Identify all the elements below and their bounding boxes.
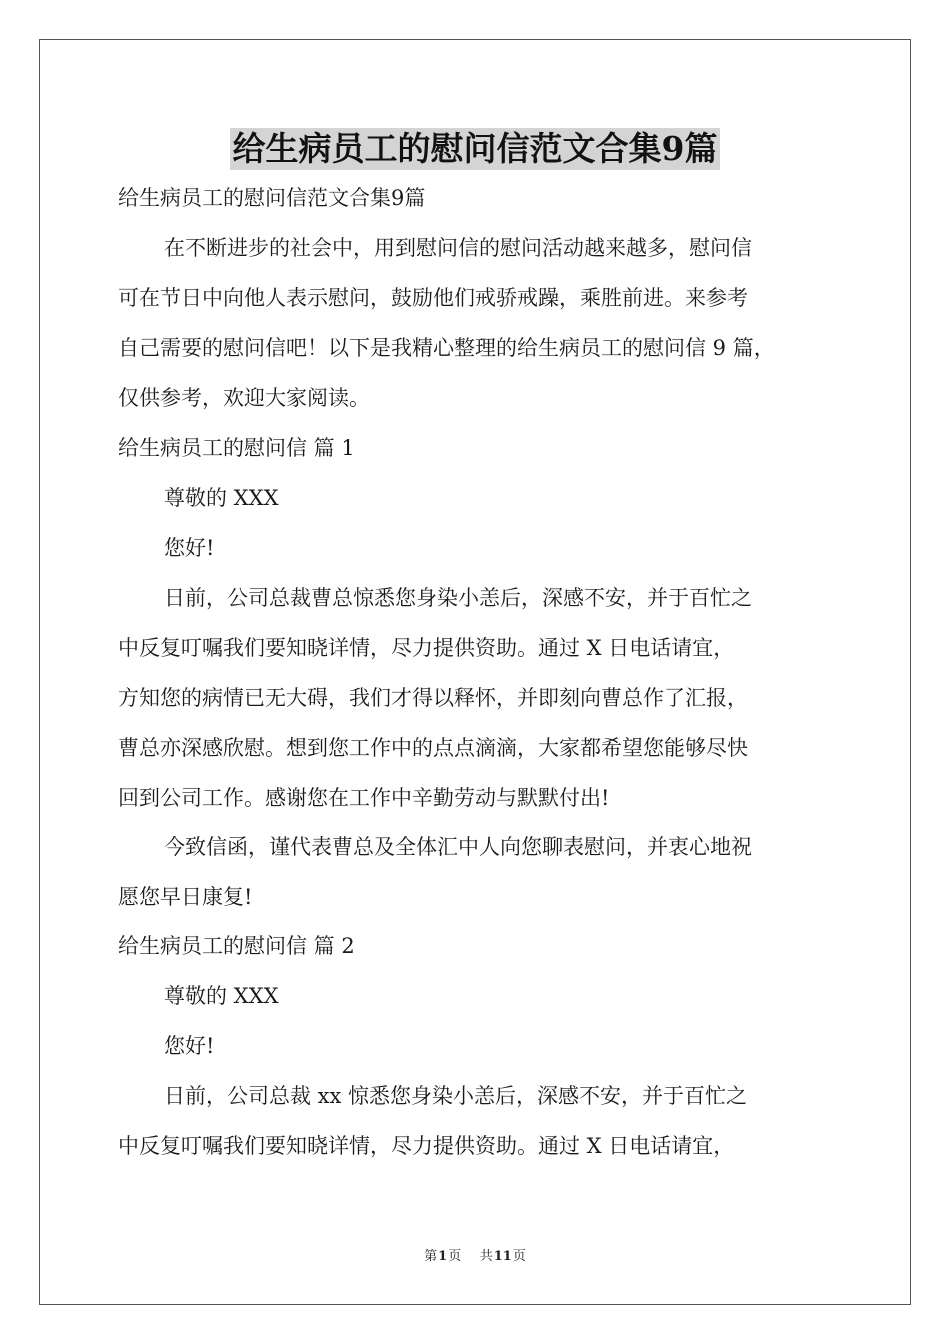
document-title: 给生病员工的慰问信范文合集9篇 xyxy=(230,128,721,170)
page-current: 1 xyxy=(438,1249,448,1264)
intro-line: 在不断进步的社会中，用到慰问信的慰问活动越来越多，慰问信 xyxy=(164,236,752,260)
page-footer xyxy=(0,1249,950,1265)
section-heading: 给生病员工的慰问信 篇 1 xyxy=(118,436,355,460)
page-border xyxy=(39,39,911,1305)
page-prefix: 第 xyxy=(424,1249,438,1264)
page-unit: 页 xyxy=(448,1249,462,1264)
section-heading: 给生病员工的慰问信 篇 2 xyxy=(118,934,355,958)
body-line: 日前，公司总裁 xx 惊悉您身染小恙后，深感不安，并于百忙之 xyxy=(164,1084,748,1108)
page-total: 11 xyxy=(493,1249,512,1264)
body-line: 曹总亦深感欣慰。想到您工作中的点点滴滴，大家都希望您能够尽快 xyxy=(118,736,748,760)
intro-line: 可在节日中向他人表示慰问，鼓励他们戒骄戒躁，乘胜前进。来参考 xyxy=(118,286,748,310)
salutation: 尊敬的 XXX xyxy=(164,486,279,510)
total-prefix: 共 xyxy=(479,1249,493,1264)
closing-line: 今致信函，谨代表曹总及全体汇中人向您聊表慰问，并衷心地祝 xyxy=(164,835,752,859)
intro-line: 仅供参考，欢迎大家阅读。 xyxy=(118,386,370,410)
total-unit: 页 xyxy=(512,1249,526,1264)
body-line: 中反复叮嘱我们要知晓详情，尽力提供资助。通过 X 日电话请宜， xyxy=(118,636,735,660)
closing-line: 愿您早日康复! xyxy=(118,885,253,909)
body-line: 日前，公司总裁曹总惊悉您身染小恙后，深感不安，并于百忙之 xyxy=(164,586,752,610)
body-line: 回到公司工作。感谢您在工作中辛勤劳动与默默付出! xyxy=(118,786,610,810)
title-container xyxy=(0,128,950,170)
body-line: 方知您的病情已无大碍，我们才得以释怀，并即刻向曹总作了汇报， xyxy=(118,686,748,710)
salutation: 尊敬的 XXX xyxy=(164,984,279,1008)
document-subtitle: 给生病员工的慰问信范文合集9篇 xyxy=(118,186,426,210)
greeting: 您好! xyxy=(164,1034,215,1058)
greeting: 您好! xyxy=(164,536,215,560)
body-line: 中反复叮嘱我们要知晓详情，尽力提供资助。通过 X 日电话请宜， xyxy=(118,1134,735,1158)
intro-line: 自己需要的慰问信吧！以下是我精心整理的给生病员工的慰问信 9 篇， xyxy=(118,336,775,360)
